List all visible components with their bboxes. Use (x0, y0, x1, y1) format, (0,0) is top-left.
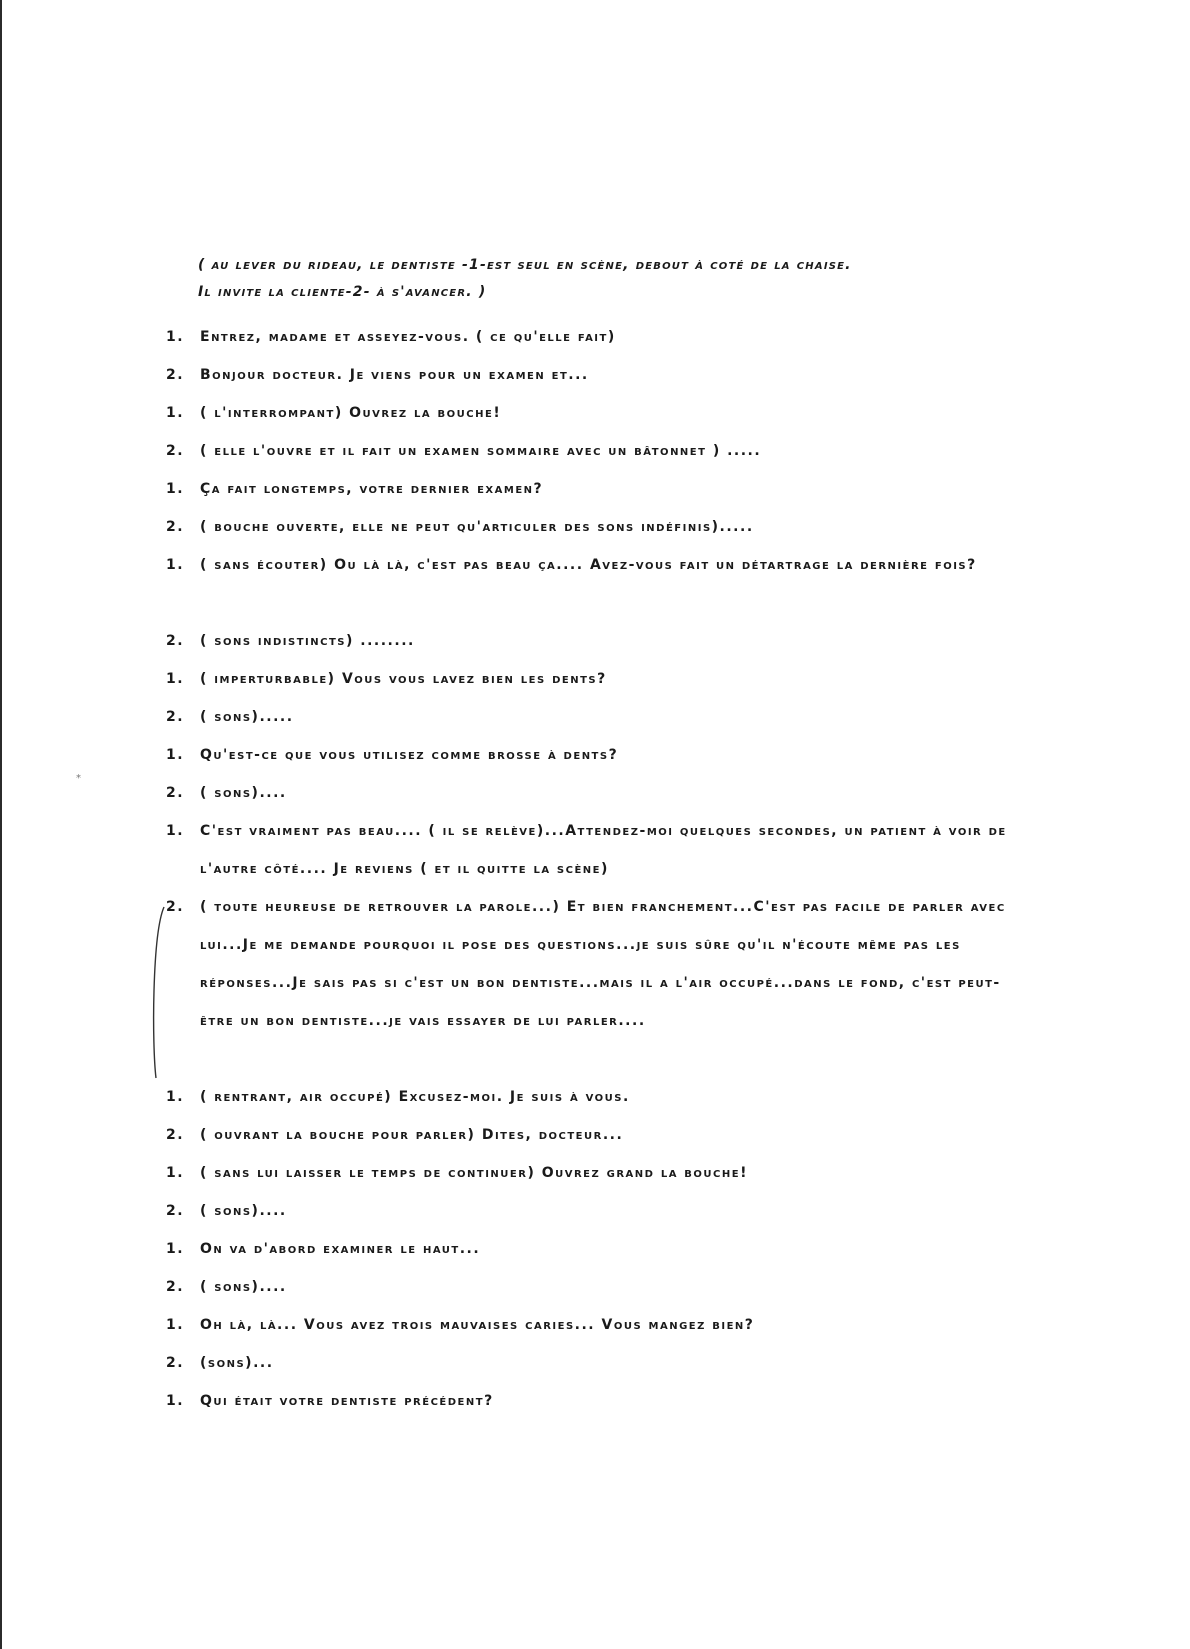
dialogue-line (166, 888, 1026, 1040)
speaker-number: 2. (166, 519, 185, 535)
speaker-number: 2. (166, 1279, 185, 1295)
dialogue-line (166, 736, 1026, 774)
dialogue-line (166, 356, 1026, 394)
line-text: ( imperturbable) Vous vous lavez bien les dents? (200, 671, 607, 687)
stray-mark: * (76, 773, 81, 784)
line-text: Qui était votre dentiste précédent? (200, 1393, 494, 1409)
line-text: ( sans écouter) Ou là là, c'est pas beau ça.... Avez-vous fait un détartrage la dernière fois? (200, 557, 977, 573)
speaker-number: 2. (166, 709, 185, 725)
line-text: ( sons)..... (200, 709, 294, 725)
line-text: Ça fait longtemps, votre dernier examen? (200, 481, 544, 497)
line-text: ( ouvrant la bouche pour parler) Dites, docteur... (200, 1127, 624, 1143)
line-text: ( rentrant, air occupé) Excusez-moi. Je suis à vous. (200, 1089, 630, 1105)
speaker-number: 1. (166, 823, 185, 839)
dialogue-line (166, 1154, 1026, 1192)
line-text: ( l'interrompant) Ouvrez la bouche! (200, 405, 502, 421)
line-text: ( bouche ouverte, elle ne peut qu'articuler des sons indéfinis)..... (200, 519, 754, 535)
speaker-number: 1. (166, 1393, 185, 1409)
line-text: ( elle l'ouvre et il fait un examen sommaire avec un bâtonnet ) ..... (200, 443, 762, 459)
line-text: ( sons).... (200, 1203, 287, 1219)
speaker-number: 1. (166, 1165, 185, 1181)
speaker-number: 1. (166, 481, 185, 497)
dialogue-line (166, 622, 1026, 660)
speaker-number: 1. (166, 1241, 185, 1257)
speaker-number: 2. (166, 1355, 185, 1371)
speaker-number: 1. (166, 1089, 185, 1105)
line-text: ( sons).... (200, 785, 287, 801)
speaker-number: 1. (166, 1317, 185, 1333)
line-text: (sons)... (200, 1355, 274, 1371)
speaker-number: 2. (166, 1203, 185, 1219)
line-text: Qu'est-ce que vous utilisez comme brosse à dents? (200, 747, 619, 763)
line-text: Entrez, madame et asseyez-vous. ( ce qu'elle fait) (200, 329, 616, 345)
speaker-number: 2. (166, 443, 185, 459)
speaker-number: 1. (166, 747, 185, 763)
speaker-number: 2. (166, 785, 185, 801)
dialogue-line (166, 1306, 1026, 1344)
speaker-number: 2. (166, 1127, 185, 1143)
line-text: Oh là, là... Vous avez trois mauvaises caries... Vous mangez bien? (200, 1317, 755, 1333)
dialogue-line (166, 1230, 1026, 1268)
dialogue-line (166, 774, 1026, 812)
speaker-number: 2. (166, 899, 185, 915)
dialogue-line (166, 1268, 1026, 1306)
line-text: ( sans lui laisser le temps de continuer) Ouvrez grand la bouche! (200, 1165, 748, 1181)
line-text: On va d'abord examiner le haut... (200, 1241, 481, 1257)
opening-stage-direction (198, 252, 1018, 306)
dialogue-line (166, 1116, 1026, 1154)
dialogue-line (166, 1078, 1026, 1116)
dialogue-line (166, 812, 1026, 888)
dialogue-line (166, 1192, 1026, 1230)
line-text: ( sons).... (200, 1279, 287, 1295)
dialogue-line (166, 470, 1026, 508)
speaker-number: 2. (166, 367, 185, 383)
dialogue-line (166, 660, 1026, 698)
dialogue-line (166, 394, 1026, 432)
dialogue-line (166, 318, 1026, 356)
line-text: C'est vraiment pas beau.... ( il se relève)...Attendez-moi quelques secondes, un patient à voir de l'autre côté.... Je reviens ( et il quitte la scène) (200, 823, 1007, 877)
dialogue-line (166, 1344, 1026, 1382)
stage-direction-line-1: ( au lever du rideau, le dentiste -1-est seul en scène, debout à coté de la chaise. (198, 257, 852, 273)
dialogue-line (166, 432, 1026, 470)
speaker-number: 2. (166, 633, 185, 649)
dialogue-line (166, 698, 1026, 736)
stage-direction-line-2: Il invite la cliente-2- à s'avancer. ) (198, 284, 487, 300)
speaker-number: 1. (166, 671, 185, 687)
line-text: ( sons indistincts) ........ (200, 633, 415, 649)
dialogue-line (166, 546, 1026, 584)
speaker-number: 1. (166, 557, 185, 573)
dialogue-line (166, 1382, 1026, 1420)
line-text: ( toute heureuse de retrouver la parole...) Et bien franchement...C'est pas facile de parler avec lui...Je me demande pourquoi il pose des questions...je suis sûre qu'il n'écoute même pas les réponses...Je sais pas si c'est un bon dentiste...mais il a l'air occupé...dans le fond, c'est peut-être un bon dentiste...je vais essayer de lui parler.... (200, 899, 1006, 1029)
speaker-number: 1. (166, 329, 185, 345)
speaker-number: 1. (166, 405, 185, 421)
line-text: Bonjour docteur. Je viens pour un examen et... (200, 367, 589, 383)
dialogue-line (166, 508, 1026, 546)
